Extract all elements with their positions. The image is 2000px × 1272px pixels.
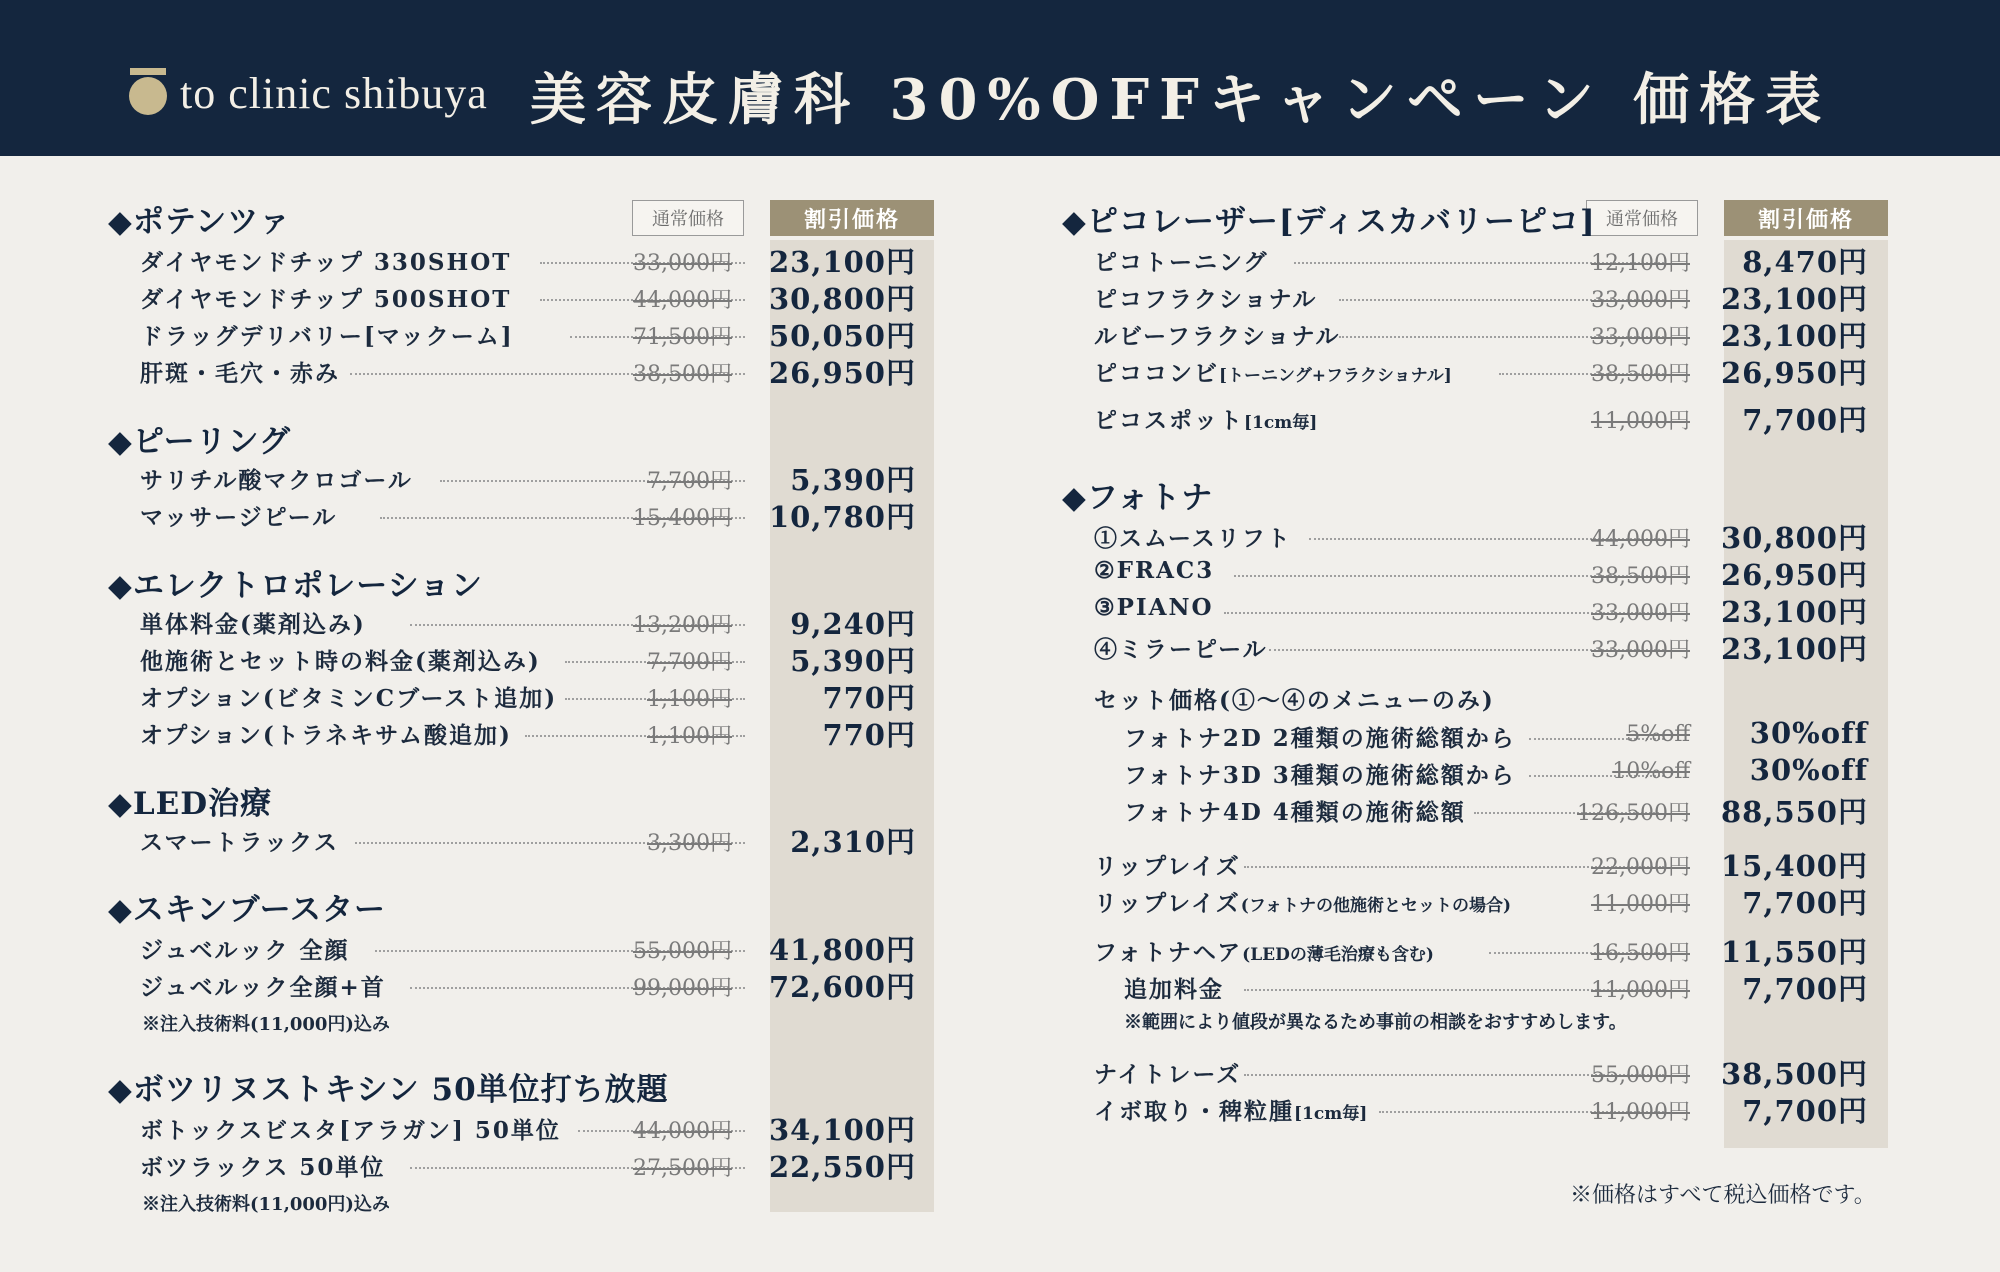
item-name: 肝斑・毛穴・赤み: [140, 360, 340, 387]
discount-price: 30%off: [1749, 753, 1868, 787]
discount-price: 30,800円: [1721, 521, 1868, 555]
price-row: [1094, 631, 1884, 667]
discount-price: 9,240円: [790, 607, 916, 641]
discount-price: 50,050円: [769, 319, 916, 353]
regular-price: 38,500円: [633, 362, 732, 387]
item-name: ③PIANO: [1094, 594, 1214, 621]
regular-price: 16,500円: [1591, 941, 1690, 966]
price-row: [140, 355, 930, 391]
price-row: [140, 969, 930, 1005]
regular-price: 7,700円: [647, 650, 732, 675]
item-name-note: [トーニング+フラクショナル]: [1219, 366, 1452, 386]
item-name-note: [1cm毎]: [1244, 413, 1318, 433]
item-name: ①スムースリフト: [1094, 525, 1292, 552]
item-name-note: [1cm毎]: [1294, 1104, 1368, 1124]
price-row: [1094, 355, 1884, 391]
price-row: [140, 680, 930, 716]
price-row: [140, 1112, 930, 1148]
price-row: [1094, 1093, 1884, 1129]
consultation-note: ※範囲により値段が異なるため事前の相談をおすすめします。: [1124, 1012, 1627, 1033]
regular-price: 44,000円: [1591, 527, 1690, 552]
price-row: [1094, 318, 1884, 354]
item-name-main: フォトナヘア: [1094, 939, 1243, 966]
item-name: ピコトーニング: [1094, 249, 1269, 276]
regular-price: 33,000円: [1591, 601, 1690, 626]
discount-price: 26,950円: [1721, 356, 1868, 390]
discount-price: 10,780円: [769, 500, 916, 534]
item-name-main: リップレイズ: [1094, 890, 1241, 917]
regular-price: 11,000円: [1591, 978, 1690, 1003]
discount-price: 5,390円: [790, 463, 916, 497]
regular-price: 33,000円: [633, 251, 732, 276]
price-row: [140, 643, 930, 679]
price-row: [1094, 594, 1884, 630]
section-title-potenza: ◆ポテンツァ: [108, 204, 291, 240]
price-row: [1124, 753, 1884, 793]
item-name: フォトナ3D 3種類の施術総額から: [1124, 762, 1516, 789]
discount-price: 23,100円: [1721, 282, 1868, 316]
price-row: [1094, 848, 1884, 884]
regular-price: 15,400円: [633, 506, 732, 531]
discount-price-tag-left: 割引価格: [770, 200, 934, 236]
price-row: [140, 606, 930, 642]
item-name: フォトナ4D 4種類の施術総額: [1124, 799, 1466, 826]
discount-price: 15,400円: [1721, 849, 1868, 883]
section-title-pico-laser: ◆ピコレーザー[ディスカバリーピコ]: [1062, 204, 1596, 240]
discount-price: 23,100円: [1721, 632, 1868, 666]
regular-price: 33,000円: [1591, 288, 1690, 313]
item-name: ダイヤモンドチップ 330SHOT: [140, 249, 512, 276]
discount-price: 770円: [822, 718, 916, 752]
price-row: [1124, 971, 1884, 1007]
price-row: [1124, 716, 1884, 756]
section-title-fotona: ◆フォトナ: [1062, 480, 1214, 516]
item-name-main: ピコスポット: [1094, 407, 1244, 434]
price-row: [1094, 1056, 1884, 1092]
injection-fee-note: ※注入技術料(11,000円)込み: [142, 1014, 390, 1035]
regular-price: 11,000円: [1591, 892, 1690, 917]
price-row: [1094, 244, 1884, 280]
set-price-heading: セット価格(①〜④のメニューのみ): [1094, 687, 1495, 714]
item-name: ②FRAC3: [1094, 557, 1215, 584]
discount-price: 23,100円: [1721, 319, 1868, 353]
discount-price: 770円: [822, 681, 916, 715]
item-name: [1094, 1093, 1367, 1126]
regular-price: 55,000円: [633, 939, 732, 964]
regular-price: 11,000円: [1591, 1100, 1690, 1125]
price-row: [140, 1149, 930, 1185]
section-title-peeling: ◆ピーリング: [108, 424, 291, 460]
section-title-led: ◆LED治療: [108, 786, 273, 822]
price-row: [140, 932, 930, 968]
header-bar: [0, 0, 2000, 156]
item-name: [1094, 885, 1511, 918]
item-name: オプション(ビタミンCブースト追加): [140, 685, 558, 712]
price-row: [140, 244, 930, 280]
discount-price: 7,700円: [1742, 886, 1868, 920]
regular-price: 12,100円: [1591, 251, 1690, 276]
section-title-skin-booster: ◆スキンブースター: [108, 892, 387, 928]
price-row: [1094, 281, 1884, 317]
regular-price: 3,300円: [647, 831, 732, 856]
discount-price: 26,950円: [769, 356, 916, 390]
item-name: ドラッグデリバリー[マックーム]: [140, 323, 514, 350]
regular-price: 7,700円: [647, 469, 732, 494]
price-row: [1124, 794, 1884, 830]
discount-price: 8,470円: [1742, 245, 1868, 279]
item-name: ナイトレーズ: [1094, 1061, 1242, 1088]
discount-price: 30%off: [1749, 716, 1868, 750]
discount-price-tag-right: 割引価格: [1724, 200, 1888, 236]
discount-price: 38,500円: [1721, 1057, 1868, 1091]
regular-price: 71,500円: [633, 325, 732, 350]
injection-fee-note: ※注入技術料(11,000円)込み: [142, 1194, 390, 1215]
discount-price: 22,550円: [769, 1150, 916, 1184]
regular-price-tag-right: 通常価格: [1586, 200, 1698, 236]
price-row: [140, 824, 930, 860]
tax-note: ※価格はすべて税込価格です。: [1570, 1183, 1876, 1208]
price-row: [1094, 520, 1884, 556]
page-title: 美容皮膚科 30%OFFキャンペーン 価格表: [530, 67, 1832, 133]
discount-price: 5,390円: [790, 644, 916, 678]
item-name: ボツラックス 50単位: [140, 1154, 386, 1181]
regular-price: 33,000円: [1591, 325, 1690, 350]
item-name: [1094, 934, 1434, 967]
regular-price: 27,500円: [633, 1156, 732, 1181]
clinic-logo-icon: [128, 68, 168, 116]
discount-price: 34,100円: [769, 1113, 916, 1147]
regular-price: 44,000円: [633, 288, 732, 313]
item-name: フォトナ2D 2種類の施術総額から: [1124, 725, 1516, 752]
discount-price: 11,550円: [1721, 935, 1868, 969]
regular-price: 38,500円: [1591, 362, 1690, 387]
item-name-main: イボ取り・稗粒腫: [1094, 1098, 1294, 1125]
regular-price: 99,000円: [633, 976, 732, 1001]
section-title-botulinum: ◆ボツリヌストキシン 50単位打ち放題: [108, 1072, 669, 1108]
discount-price: 30,800円: [769, 282, 916, 316]
regular-price: 13,200円: [633, 613, 732, 638]
item-name: [1094, 402, 1317, 435]
discount-price: 23,100円: [1721, 595, 1868, 629]
price-row: [1094, 885, 1884, 921]
item-name: リップレイズ: [1094, 853, 1241, 880]
item-name: マッサージピール: [140, 504, 338, 531]
discount-price: 2,310円: [790, 825, 916, 859]
regular-price: 5%off: [1626, 722, 1690, 747]
section-title-electroporation: ◆エレクトロポレーション: [108, 568, 483, 604]
item-name: ④ミラーピール: [1094, 636, 1268, 663]
regular-price: 1,100円: [647, 724, 732, 749]
regular-price: 11,000円: [1591, 409, 1690, 434]
price-row: [1094, 934, 1884, 970]
regular-price: 33,000円: [1591, 638, 1690, 663]
item-name: [1094, 355, 1452, 388]
item-name: 追加料金: [1124, 976, 1224, 1003]
price-row: [140, 281, 930, 317]
regular-price: 38,500円: [1591, 564, 1690, 589]
regular-price: 22,000円: [1591, 855, 1690, 880]
item-name: ダイヤモンドチップ 500SHOT: [140, 286, 512, 313]
price-row: [1094, 557, 1884, 593]
regular-price: 1,100円: [647, 687, 732, 712]
price-row: [140, 318, 930, 354]
item-name-note: (LEDの薄毛治療も含む): [1242, 945, 1434, 965]
item-name: 単体料金(薬剤込み): [140, 611, 366, 638]
price-row: [140, 462, 930, 498]
discount-price: 7,700円: [1742, 403, 1868, 437]
item-name: 他施術とセット時の料金(薬剤込み): [140, 648, 541, 675]
item-name: サリチル酸マクロゴール: [140, 467, 413, 494]
regular-price: 55,000円: [1591, 1063, 1690, 1088]
regular-price: 10%off: [1612, 759, 1690, 784]
price-row: [140, 717, 930, 753]
item-name: ジュベルック全顔+首: [140, 974, 386, 1001]
discount-price: 72,600円: [769, 970, 916, 1004]
price-row: [1094, 402, 1884, 438]
regular-price-tag-left: 通常価格: [632, 200, 744, 236]
item-name: ピコフラクショナル: [1094, 286, 1318, 313]
discount-price: 41,800円: [769, 933, 916, 967]
regular-price: 44,000円: [633, 1119, 732, 1144]
discount-price: 7,700円: [1742, 972, 1868, 1006]
item-name: スマートラックス: [140, 829, 339, 856]
item-name: ルビーフラクショナル: [1094, 323, 1341, 350]
item-name-main: ピココンビ: [1094, 360, 1219, 387]
item-name: ボトックスビスタ[アラガン] 50単位: [140, 1117, 561, 1144]
discount-price: 23,100円: [769, 245, 916, 279]
clinic-name: to clinic shibuya: [180, 69, 488, 118]
discount-price: 26,950円: [1721, 558, 1868, 592]
item-name: オプション(トラネキサム酸追加): [140, 722, 512, 749]
item-name: ジュベルック 全顔: [140, 937, 350, 964]
regular-price: 126,500円: [1577, 801, 1690, 826]
discount-price: 88,550円: [1721, 795, 1868, 829]
discount-price: 7,700円: [1742, 1094, 1868, 1128]
price-row: [140, 499, 930, 535]
item-name-note: (フォトナの他施術とセットの場合): [1240, 896, 1512, 916]
